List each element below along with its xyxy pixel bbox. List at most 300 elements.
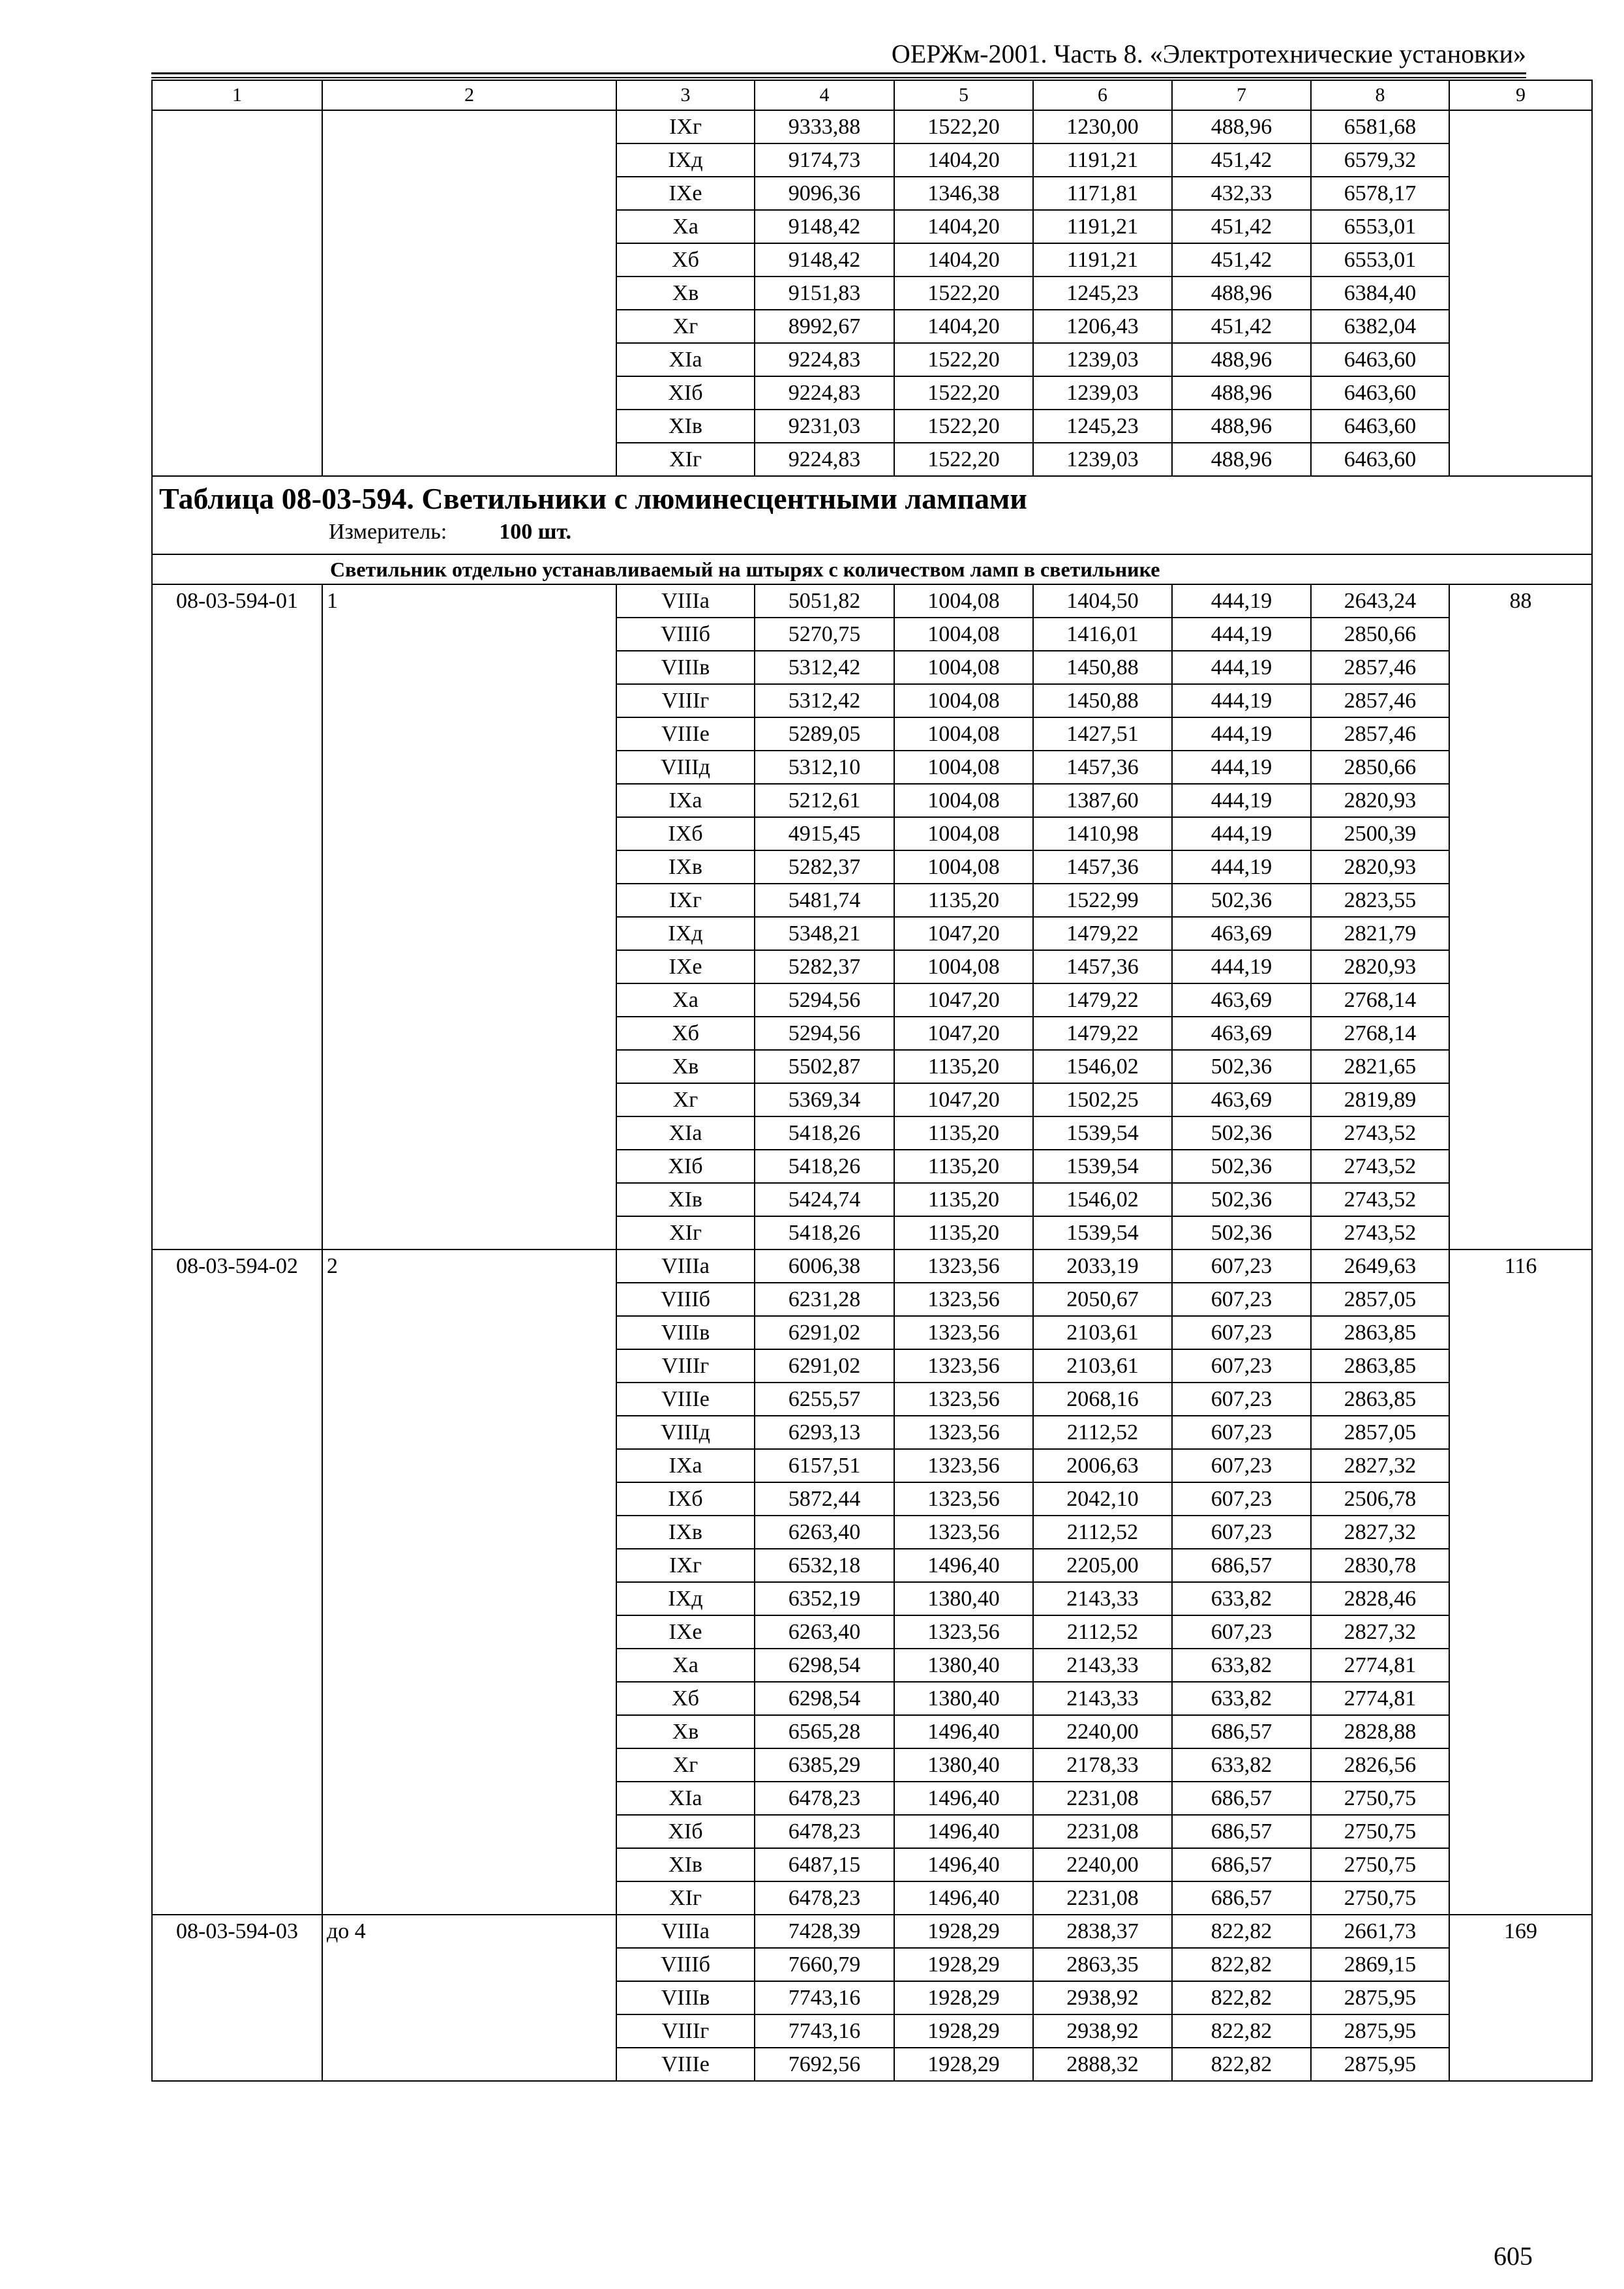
value-cell: 6553,01 [1311, 210, 1449, 243]
value-cell: 502,36 [1172, 1150, 1311, 1183]
value-cell: 1404,20 [894, 143, 1033, 177]
value-cell: 686,57 [1172, 1848, 1311, 1881]
value-cell: 1004,08 [894, 950, 1033, 983]
value-cell: 2103,61 [1033, 1316, 1172, 1349]
value-cell: 2750,75 [1311, 1881, 1449, 1915]
value-cell: 2820,93 [1311, 950, 1449, 983]
value-cell: 2006,63 [1033, 1449, 1172, 1482]
value-cell: 5294,56 [755, 1017, 894, 1050]
value-cell: 5282,37 [755, 950, 894, 983]
value-cell: 1404,20 [894, 210, 1033, 243]
value-cell: 6255,57 [755, 1383, 894, 1416]
value-cell: XIб [616, 376, 755, 410]
value-cell: 6291,02 [755, 1316, 894, 1349]
value-cell: 2743,52 [1311, 1150, 1449, 1183]
value-cell: 5872,44 [755, 1482, 894, 1516]
column-number: 5 [894, 80, 1033, 110]
table-title: Таблица 08-03-594. Светильники с люминесцентными лампами [159, 482, 1027, 515]
value-cell: 451,42 [1172, 243, 1311, 277]
value-cell: 1404,20 [894, 243, 1033, 277]
value-cell: 633,82 [1172, 1748, 1311, 1782]
value-cell: VIIIг [616, 2014, 755, 2048]
value-cell: 1191,21 [1033, 243, 1172, 277]
value-cell: 2857,05 [1311, 1283, 1449, 1316]
value-cell: 6478,23 [755, 1782, 894, 1815]
value-cell: 1346,38 [894, 177, 1033, 210]
value-cell: XIв [616, 1183, 755, 1216]
value-cell: 9224,83 [755, 376, 894, 410]
value-cell: IXд [616, 917, 755, 950]
value-cell: 2888,32 [1033, 2048, 1172, 2081]
value-cell: 607,23 [1172, 1283, 1311, 1316]
value-cell: 1135,20 [894, 1116, 1033, 1150]
value-cell: 9148,42 [755, 210, 894, 243]
value-cell: 1004,08 [894, 717, 1033, 751]
value-cell: 2820,93 [1311, 850, 1449, 884]
value-cell: 488,96 [1172, 277, 1311, 310]
value-cell: 444,19 [1172, 850, 1311, 884]
column-number: 7 [1172, 80, 1311, 110]
value-cell: 822,82 [1172, 1915, 1311, 1948]
value-cell: 6263,40 [755, 1615, 894, 1649]
value-cell: 1457,36 [1033, 850, 1172, 884]
column-number: 6 [1033, 80, 1172, 110]
value-cell: 6487,15 [755, 1848, 894, 1881]
value-cell: 1135,20 [894, 1183, 1033, 1216]
value-cell: 5418,26 [755, 1116, 894, 1150]
value-cell: 2750,75 [1311, 1815, 1449, 1848]
value-cell: 2828,88 [1311, 1715, 1449, 1748]
value-cell: 1496,40 [894, 1815, 1033, 1848]
value-cell: 5502,87 [755, 1050, 894, 1083]
value-cell: 7428,39 [755, 1915, 894, 1948]
value-cell: 2768,14 [1311, 983, 1449, 1017]
value-cell: 444,19 [1172, 684, 1311, 717]
value-cell: 6382,04 [1311, 310, 1449, 343]
value-cell: VIIIа [616, 1915, 755, 1948]
value-cell: 2500,39 [1311, 817, 1449, 850]
table-row [152, 110, 1592, 143]
page-number: 605 [1494, 2241, 1533, 2271]
value-cell: 6553,01 [1311, 243, 1449, 277]
value-cell: 2938,92 [1033, 1981, 1172, 2014]
value-cell: IXг [616, 884, 755, 917]
section-title-row [152, 554, 1592, 584]
value-cell: 444,19 [1172, 584, 1311, 618]
value-cell: 1323,56 [894, 1316, 1033, 1349]
value-cell: 607,23 [1172, 1615, 1311, 1649]
value-cell: 822,82 [1172, 2048, 1311, 2081]
value-cell: 1004,08 [894, 651, 1033, 684]
norm-cell: 88 [1449, 584, 1592, 1249]
value-cell: Xв [616, 1050, 755, 1083]
value-cell: 1004,08 [894, 584, 1033, 618]
value-cell: 6463,60 [1311, 376, 1449, 410]
value-cell: 1004,08 [894, 684, 1033, 717]
value-cell: IXе [616, 950, 755, 983]
value-cell: Xб [616, 1017, 755, 1050]
description-cell: до 4 [322, 1915, 616, 2081]
value-cell: 6579,32 [1311, 143, 1449, 177]
value-cell: XIг [616, 1881, 755, 1915]
value-cell: 9224,83 [755, 443, 894, 476]
value-cell: 451,42 [1172, 143, 1311, 177]
value-cell: 1479,22 [1033, 1017, 1172, 1050]
value-cell: Xа [616, 1649, 755, 1682]
value-cell: 822,82 [1172, 1948, 1311, 1981]
table-row [152, 584, 1592, 618]
column-number: 1 [152, 80, 322, 110]
value-cell: 488,96 [1172, 110, 1311, 143]
value-cell: 2857,05 [1311, 1416, 1449, 1449]
value-cell: 6463,60 [1311, 443, 1449, 476]
table-row [152, 1915, 1592, 1948]
column-number: 4 [755, 80, 894, 110]
value-cell: 444,19 [1172, 651, 1311, 684]
value-cell: Xг [616, 310, 755, 343]
value-cell: 1047,20 [894, 983, 1033, 1017]
value-cell: 1230,00 [1033, 110, 1172, 143]
value-cell: 463,69 [1172, 1017, 1311, 1050]
value-cell: IXа [616, 784, 755, 817]
value-cell: 451,42 [1172, 310, 1311, 343]
value-cell: 607,23 [1172, 1383, 1311, 1416]
value-cell: 5348,21 [755, 917, 894, 950]
value-cell: 1380,40 [894, 1582, 1033, 1615]
value-cell: 686,57 [1172, 1815, 1311, 1848]
value-cell: 2821,79 [1311, 917, 1449, 950]
value-cell: VIIIа [616, 1249, 755, 1283]
value-cell: 2838,37 [1033, 1915, 1172, 1948]
value-cell: 1323,56 [894, 1482, 1033, 1516]
value-cell: 2875,95 [1311, 1981, 1449, 2014]
description-cell: 2 [322, 1249, 616, 1915]
value-cell: 686,57 [1172, 1881, 1311, 1915]
value-cell: 6384,40 [1311, 277, 1449, 310]
value-cell: 2178,33 [1033, 1748, 1172, 1782]
value-cell: 822,82 [1172, 2014, 1311, 2048]
value-cell: 1522,20 [894, 376, 1033, 410]
value-cell: 1539,54 [1033, 1216, 1172, 1249]
value-cell: 1323,56 [894, 1383, 1033, 1416]
value-cell: 1004,08 [894, 618, 1033, 651]
value-cell: 1496,40 [894, 1848, 1033, 1881]
value-cell: 6478,23 [755, 1881, 894, 1915]
value-cell: 1191,21 [1033, 210, 1172, 243]
column-number: 3 [616, 80, 755, 110]
value-cell: 1479,22 [1033, 983, 1172, 1017]
value-cell: IXе [616, 177, 755, 210]
value-cell: 1427,51 [1033, 717, 1172, 751]
value-cell: 488,96 [1172, 443, 1311, 476]
value-cell: 6291,02 [755, 1349, 894, 1383]
value-cell: 2869,15 [1311, 1948, 1449, 1981]
value-cell: 1245,23 [1033, 410, 1172, 443]
value-cell: 2938,92 [1033, 2014, 1172, 2048]
norm-cell: 116 [1449, 1249, 1592, 1915]
value-cell: 2823,55 [1311, 884, 1449, 917]
value-cell: 2863,85 [1311, 1383, 1449, 1416]
header-rule [151, 72, 1526, 74]
value-cell: 4915,45 [755, 817, 894, 850]
value-cell: 1502,25 [1033, 1083, 1172, 1116]
value-cell: 1928,29 [894, 1981, 1033, 2014]
description-cell [322, 110, 616, 476]
value-cell: 6463,60 [1311, 343, 1449, 376]
value-cell: 2240,00 [1033, 1715, 1172, 1748]
value-cell: 1928,29 [894, 1948, 1033, 1981]
value-cell: 1323,56 [894, 1249, 1033, 1283]
value-cell: XIг [616, 443, 755, 476]
value-cell: IXб [616, 817, 755, 850]
norm-cell [1449, 110, 1592, 476]
value-cell: 1496,40 [894, 1715, 1033, 1748]
value-cell: 2830,78 [1311, 1549, 1449, 1582]
value-cell: 2774,81 [1311, 1682, 1449, 1715]
rates-table [151, 80, 1593, 2082]
value-cell: 451,42 [1172, 210, 1311, 243]
value-cell: 444,19 [1172, 751, 1311, 784]
value-cell: 5289,05 [755, 717, 894, 751]
value-cell: 1522,20 [894, 443, 1033, 476]
value-cell: 432,33 [1172, 177, 1311, 210]
value-cell: 1047,20 [894, 1017, 1033, 1050]
value-cell: 2649,63 [1311, 1249, 1449, 1283]
value-cell: IXа [616, 1449, 755, 1482]
value-cell: 1323,56 [894, 1615, 1033, 1649]
value-cell: 6565,28 [755, 1715, 894, 1748]
value-cell: VIIIб [616, 618, 755, 651]
value-cell: 5312,42 [755, 684, 894, 717]
value-cell: 5312,42 [755, 651, 894, 684]
value-cell: 6298,54 [755, 1682, 894, 1715]
value-cell: XIг [616, 1216, 755, 1249]
value-cell: IXе [616, 1615, 755, 1649]
value-cell: 2750,75 [1311, 1782, 1449, 1815]
value-cell: 686,57 [1172, 1549, 1311, 1582]
value-cell: 1323,56 [894, 1283, 1033, 1316]
value-cell: 2750,75 [1311, 1848, 1449, 1881]
value-cell: 9148,42 [755, 243, 894, 277]
table-title-row [152, 476, 1592, 554]
value-cell: 1479,22 [1033, 917, 1172, 950]
value-cell: 2774,81 [1311, 1649, 1449, 1682]
value-cell: 5282,37 [755, 850, 894, 884]
value-cell: XIа [616, 1116, 755, 1150]
value-cell: 1928,29 [894, 2048, 1033, 2081]
value-cell: 488,96 [1172, 343, 1311, 376]
value-cell: 1546,02 [1033, 1050, 1172, 1083]
code-cell: 08-03-594-03 [152, 1915, 322, 2081]
value-cell: 1239,03 [1033, 443, 1172, 476]
value-cell: 607,23 [1172, 1316, 1311, 1349]
value-cell: 7743,16 [755, 1981, 894, 2014]
value-cell: 1416,01 [1033, 618, 1172, 651]
column-number: 2 [322, 80, 616, 110]
value-cell: 1047,20 [894, 917, 1033, 950]
value-cell: 2042,10 [1033, 1482, 1172, 1516]
value-cell: 7660,79 [755, 1948, 894, 1981]
value-cell: VIIIг [616, 1349, 755, 1383]
value-cell: XIб [616, 1150, 755, 1183]
value-cell: 9174,73 [755, 143, 894, 177]
value-cell: 2143,33 [1033, 1649, 1172, 1682]
value-cell: 2743,52 [1311, 1183, 1449, 1216]
value-cell: 1191,21 [1033, 143, 1172, 177]
value-cell: 1457,36 [1033, 950, 1172, 983]
measure-line [329, 517, 1591, 547]
value-cell: 2820,93 [1311, 784, 1449, 817]
value-cell: 2143,33 [1033, 1682, 1172, 1715]
value-cell: 6352,19 [755, 1582, 894, 1615]
value-cell: 2875,95 [1311, 2014, 1449, 2048]
value-cell: XIб [616, 1815, 755, 1848]
value-cell: 2768,14 [1311, 1017, 1449, 1050]
value-cell: 1410,98 [1033, 817, 1172, 850]
value-cell: 1380,40 [894, 1649, 1033, 1682]
value-cell: 1522,20 [894, 343, 1033, 376]
value-cell: 6578,17 [1311, 177, 1449, 210]
value-cell: VIIIб [616, 1283, 755, 1316]
code-cell: 08-03-594-01 [152, 584, 322, 1249]
value-cell: 1135,20 [894, 1050, 1033, 1083]
value-cell: 1004,08 [894, 850, 1033, 884]
value-cell: 2231,08 [1033, 1782, 1172, 1815]
measure-label: Измеритель: [329, 520, 447, 544]
value-cell: VIIIд [616, 1416, 755, 1449]
table-row [152, 1249, 1592, 1283]
value-cell: 502,36 [1172, 1116, 1311, 1150]
value-cell: 7743,16 [755, 2014, 894, 2048]
value-cell: 488,96 [1172, 410, 1311, 443]
value-cell: 633,82 [1172, 1682, 1311, 1715]
value-cell: 2863,85 [1311, 1316, 1449, 1349]
value-cell: 444,19 [1172, 717, 1311, 751]
value-cell: 463,69 [1172, 917, 1311, 950]
value-cell: 1004,08 [894, 784, 1033, 817]
value-cell: 5481,74 [755, 884, 894, 917]
value-cell: 1496,40 [894, 1782, 1033, 1815]
value-cell: 5294,56 [755, 983, 894, 1017]
value-cell: 9096,36 [755, 177, 894, 210]
value-cell: 1928,29 [894, 2014, 1033, 2048]
value-cell: 1546,02 [1033, 1183, 1172, 1216]
value-cell: 1450,88 [1033, 684, 1172, 717]
value-cell: 2231,08 [1033, 1881, 1172, 1915]
value-cell: 9151,83 [755, 277, 894, 310]
value-cell: 1323,56 [894, 1349, 1033, 1383]
value-cell: 1522,20 [894, 277, 1033, 310]
value-cell: 1380,40 [894, 1682, 1033, 1715]
value-cell: 502,36 [1172, 1183, 1311, 1216]
value-cell: 1323,56 [894, 1416, 1033, 1449]
value-cell: 444,19 [1172, 618, 1311, 651]
value-cell: 607,23 [1172, 1249, 1311, 1283]
value-cell: 1206,43 [1033, 310, 1172, 343]
value-cell: 5212,61 [755, 784, 894, 817]
value-cell: 1323,56 [894, 1516, 1033, 1549]
value-cell: 5418,26 [755, 1216, 894, 1249]
value-cell: 1004,08 [894, 817, 1033, 850]
value-cell: Xв [616, 1715, 755, 1748]
value-cell: VIIIв [616, 651, 755, 684]
value-cell: 6231,28 [755, 1283, 894, 1316]
column-number: 8 [1311, 80, 1449, 110]
value-cell: 1404,20 [894, 310, 1033, 343]
value-cell: 502,36 [1172, 884, 1311, 917]
value-cell: 2743,52 [1311, 1216, 1449, 1249]
description-cell: 1 [322, 584, 616, 1249]
value-cell: 6581,68 [1311, 110, 1449, 143]
value-cell: 1171,81 [1033, 177, 1172, 210]
value-cell: 1245,23 [1033, 277, 1172, 310]
code-cell [152, 110, 322, 476]
value-cell: 444,19 [1172, 950, 1311, 983]
value-cell: 2827,32 [1311, 1516, 1449, 1549]
value-cell: 2205,00 [1033, 1549, 1172, 1582]
value-cell: 502,36 [1172, 1050, 1311, 1083]
value-cell: 9333,88 [755, 110, 894, 143]
value-cell: VIIIе [616, 717, 755, 751]
value-cell: 2112,52 [1033, 1416, 1172, 1449]
value-cell: 2112,52 [1033, 1516, 1172, 1549]
value-cell: 607,23 [1172, 1416, 1311, 1449]
value-cell: 633,82 [1172, 1582, 1311, 1615]
value-cell: 5051,82 [755, 584, 894, 618]
value-cell: 1135,20 [894, 1150, 1033, 1183]
value-cell: 1387,60 [1033, 784, 1172, 817]
norm-cell: 169 [1449, 1915, 1592, 2081]
value-cell: 2863,35 [1033, 1948, 1172, 1981]
value-cell: IXб [616, 1482, 755, 1516]
value-cell: 6532,18 [755, 1549, 894, 1582]
value-cell: 9224,83 [755, 343, 894, 376]
value-cell: 5270,75 [755, 618, 894, 651]
value-cell: 2821,65 [1311, 1050, 1449, 1083]
measure-value: 100 шт. [499, 520, 572, 544]
value-cell: 2112,52 [1033, 1615, 1172, 1649]
value-cell: 1135,20 [894, 884, 1033, 917]
value-cell: 5418,26 [755, 1150, 894, 1183]
value-cell: IXв [616, 1516, 755, 1549]
value-cell: 1539,54 [1033, 1150, 1172, 1183]
value-cell: XIв [616, 410, 755, 443]
value-cell: 5312,10 [755, 751, 894, 784]
value-cell: VIIIа [616, 584, 755, 618]
code-cell: 08-03-594-02 [152, 1249, 322, 1915]
value-cell: 1539,54 [1033, 1116, 1172, 1150]
value-cell: 2826,56 [1311, 1748, 1449, 1782]
value-cell: 607,23 [1172, 1449, 1311, 1482]
value-cell: 2857,46 [1311, 651, 1449, 684]
value-cell: 1004,08 [894, 751, 1033, 784]
value-cell: 1239,03 [1033, 376, 1172, 410]
value-cell: 1380,40 [894, 1748, 1033, 1782]
value-cell: 607,23 [1172, 1482, 1311, 1516]
value-cell: 2819,89 [1311, 1083, 1449, 1116]
value-cell: 6298,54 [755, 1649, 894, 1682]
value-cell: Xг [616, 1083, 755, 1116]
value-cell: 1496,40 [894, 1549, 1033, 1582]
value-cell: 2050,67 [1033, 1283, 1172, 1316]
value-cell: 5369,34 [755, 1083, 894, 1116]
value-cell: 2643,24 [1311, 584, 1449, 618]
value-cell: 8992,67 [755, 310, 894, 343]
value-cell: 2506,78 [1311, 1482, 1449, 1516]
value-cell: VIIIе [616, 1383, 755, 1416]
value-cell: Xб [616, 243, 755, 277]
value-cell: Xв [616, 277, 755, 310]
